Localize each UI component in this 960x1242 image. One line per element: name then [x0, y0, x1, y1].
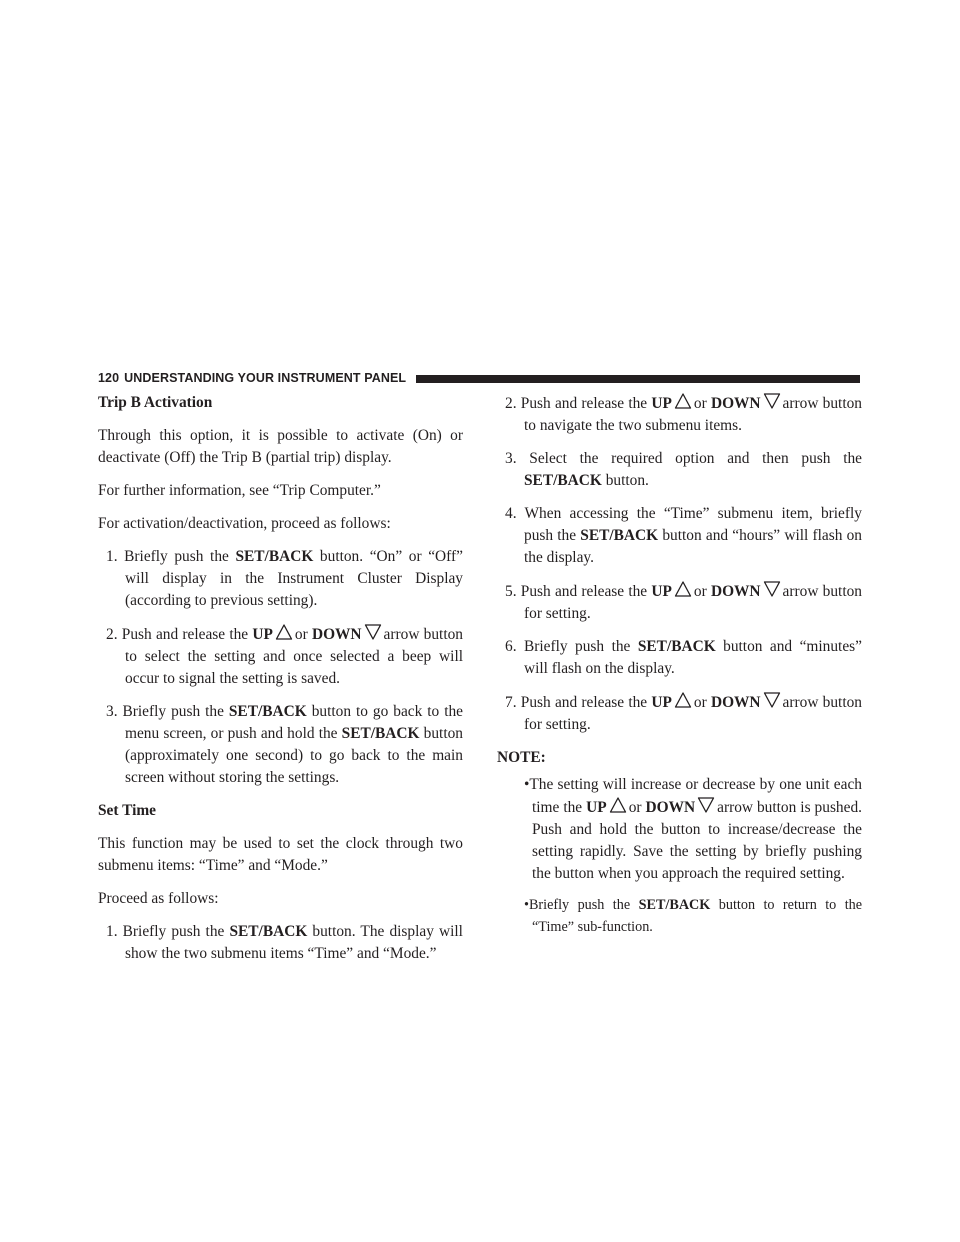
page-number: 120 [98, 371, 120, 385]
set-time-step-3: 3. Select the required option and then push the SET/BACK button. [505, 450, 862, 489]
page-header [98, 368, 860, 388]
down-arrow-icon [763, 392, 781, 410]
down-arrow-icon [697, 796, 715, 814]
set-time-intro: This function may be used to set the clock through two submenu items: “Time” and “Mode.” [98, 835, 463, 874]
down-arrow-icon [763, 691, 781, 709]
up-arrow-icon [674, 691, 692, 709]
note-item: •Briefly push the SET/BACK button to return to the “Time” sub-function. [524, 897, 863, 935]
set-time-step-2: 2. Push and release the UP or DOWN arrow button to navigate the two submenu items. [497, 392, 862, 437]
set-time-heading: Set Time [98, 802, 157, 819]
bullet-icon: • [524, 897, 529, 913]
set-time-procedure-intro: Proceed as follows: [98, 890, 219, 907]
bullet-icon: • [524, 776, 530, 793]
trip-b-intro: Through this option, it is possible to activate (On) or deactivate (Off) the Trip B (partial trip) display. [98, 427, 463, 466]
header-text [98, 371, 406, 385]
trip-b-step-2: 2. Push and release the UP or DOWN arrow button to select the setting and once selected a beep will occur to signal the setting is saved. [98, 623, 463, 690]
trip-b-heading: Trip B Activation [98, 394, 213, 411]
note-list [497, 774, 862, 938]
up-arrow-icon [674, 580, 692, 598]
note-label: NOTE: [497, 749, 546, 766]
set-time-step-7: 7. Push and release the UP or DOWN arrow button for setting. [497, 691, 862, 736]
set-time-step-6: 6. Briefly push the SET/BACK button and “minutes” will flash on the display. [505, 638, 862, 677]
header-rule [416, 375, 860, 383]
set-time-step-4: 4. When accessing the “Time” submenu item, briefly push the SET/BACK button and “hours” will flash on the display. [505, 505, 862, 566]
set-time-step-1: 1. Briefly push the SET/BACK button. The display will show the two submenu items “Time” and “Mode.” [106, 923, 463, 962]
right-column [497, 392, 862, 947]
left-column [98, 392, 463, 976]
trip-b-reference: For further information, see “Trip Computer.” [98, 482, 381, 499]
up-arrow-icon [674, 392, 692, 410]
section-title: UNDERSTANDING YOUR INSTRUMENT PANEL [124, 371, 407, 385]
note-item: •The setting will increase or decrease by one unit each time the UP or DOWN arrow button is pushed. Push and hold the button to increase/decrease the setting rapidly. Save the setting by briefly pushing the button when you approach the required setting. [524, 776, 863, 882]
down-arrow-icon [364, 623, 382, 641]
up-arrow-icon [609, 796, 627, 814]
trip-b-step-1: 1. Briefly push the SET/BACK button. “On” or “Off” will display in the Instrument Cluster Display (according to previous setting). [106, 548, 463, 609]
trip-b-procedure-intro: For activation/deactivation, proceed as follows: [98, 515, 391, 532]
up-arrow-icon [275, 623, 293, 641]
trip-b-step-3: 3. Briefly push the SET/BACK button to go back to the menu screen, or push and hold the SET/BACK button (approximately one second) to go back to the main screen without storing the settings. [106, 703, 463, 786]
set-time-step-5: 5. Push and release the UP or DOWN arrow button for setting. [497, 580, 862, 625]
down-arrow-icon [763, 580, 781, 598]
